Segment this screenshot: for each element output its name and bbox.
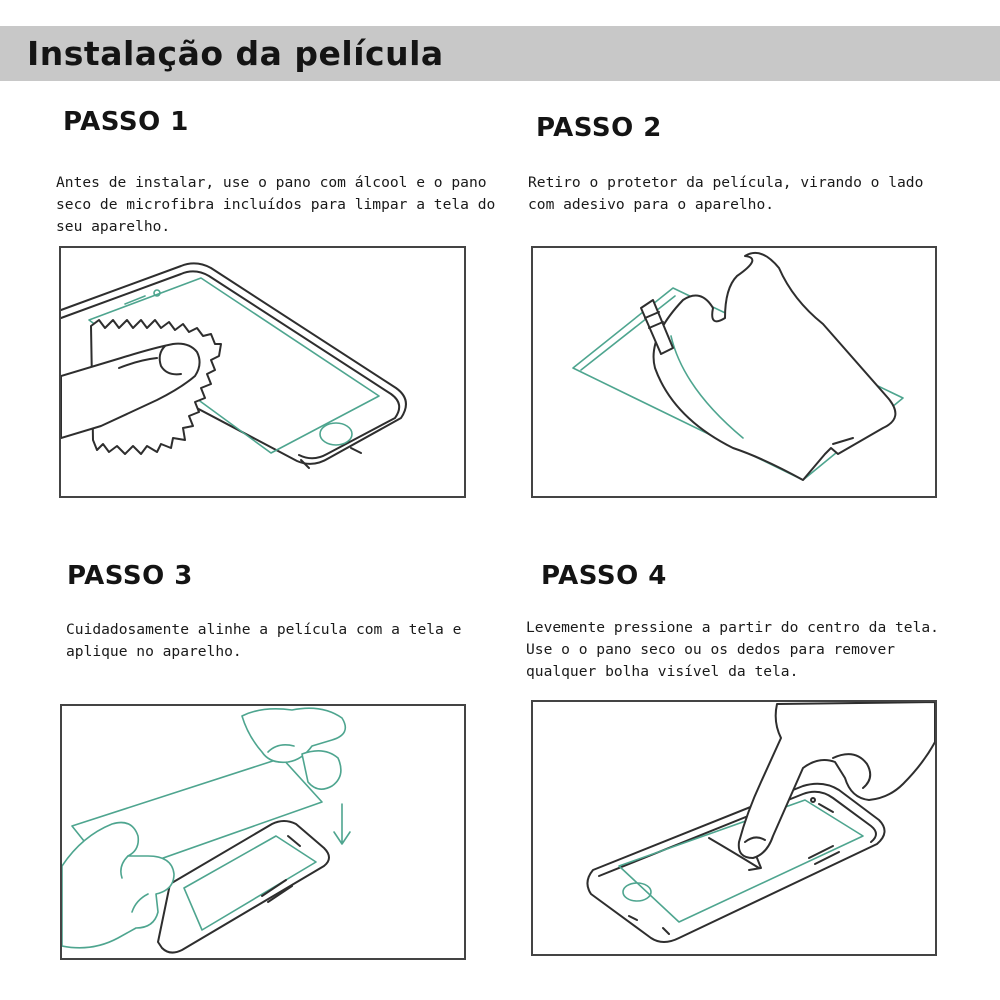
step-3-text-line: aplique no aparelho. <box>66 643 242 660</box>
page-title: Instalação da película <box>27 34 444 73</box>
step-4-title: PASSO 4 <box>541 561 667 591</box>
phone-wipe-icon <box>61 248 464 496</box>
step-3-text-line: Cuidadosamente alinhe a película com a tela e <box>66 621 462 638</box>
step-2-text-line: Retiro o protetor da película, virando o lado <box>528 174 924 191</box>
step-3-text <box>66 619 461 663</box>
step-3-illustration <box>60 704 466 960</box>
film-peel-icon <box>533 248 935 496</box>
step-4-text <box>526 617 939 683</box>
step-4-text-line: Levemente pressione a partir do centro da tela. <box>526 619 939 636</box>
step-3-title: PASSO 3 <box>67 561 193 591</box>
finger-press-icon <box>533 702 935 954</box>
film-align-icon <box>62 706 464 958</box>
step-4-illustration <box>531 700 937 956</box>
step-2-text-line: com adesivo para o aparelho. <box>528 196 775 213</box>
step-2-illustration <box>531 246 937 498</box>
step-1-text <box>56 172 495 238</box>
step-1-text-line: Antes de instalar, use o pano com álcool e o pano <box>56 174 487 191</box>
step-4-text-line: Use o o pano seco ou os dedos para remover <box>526 641 896 658</box>
step-1-text-line: seu aparelho. <box>56 218 171 235</box>
step-1-title: PASSO 1 <box>63 107 189 137</box>
step-4-text-line: qualquer bolha visível da tela. <box>526 663 799 680</box>
step-2-text <box>528 172 923 216</box>
step-1-text-line: seco de microfibra incluídos para limpar a tela do <box>56 196 496 213</box>
step-1-illustration <box>59 246 466 498</box>
step-2-title: PASSO 2 <box>536 113 662 143</box>
